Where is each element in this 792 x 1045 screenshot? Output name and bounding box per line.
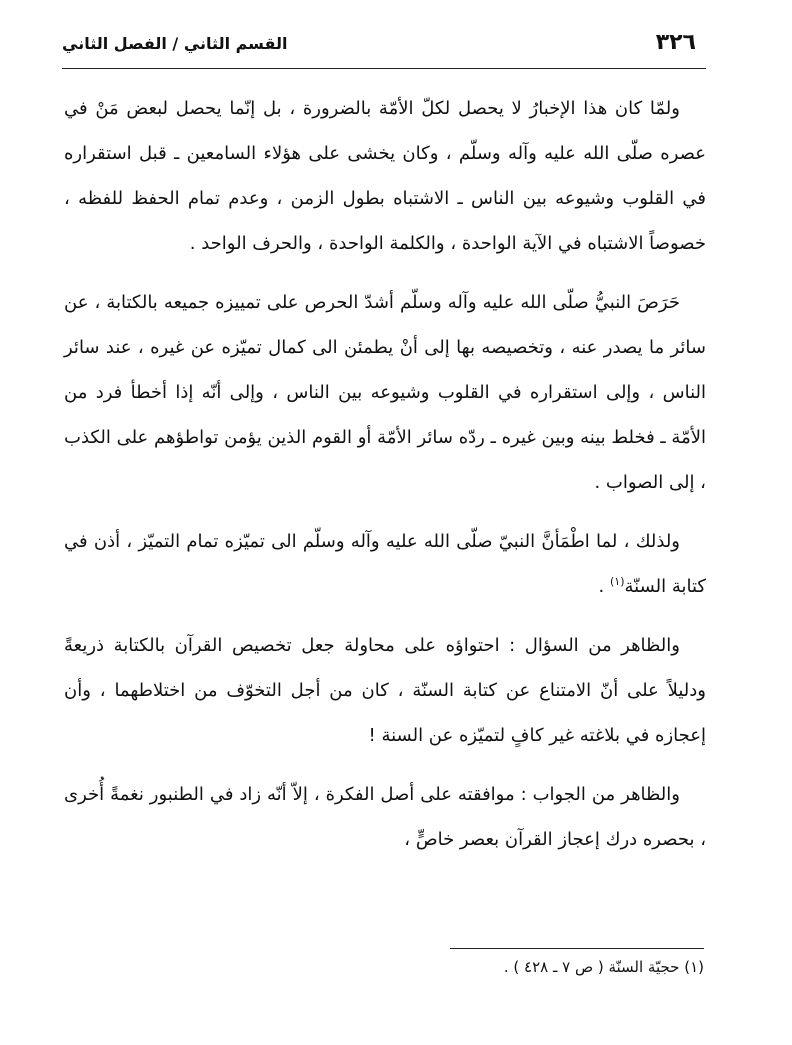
paragraph-4: والظاهر من السؤال : احتواؤه على محاولة جعل تخصيص القرآن بالكتابة ذريعةً ودليلاً على أنّ الامتناع عن كتابة السنّة ، كان من أجل التخوّف من اختلاطهما ، وأن إعجازه في بلاغته غير كافٍ لتميّزه عن السنة ! bbox=[64, 635, 706, 746]
paragraph-3 bbox=[64, 519, 706, 609]
running-head: القسم الثاني / الفصل الثاني bbox=[62, 34, 288, 53]
page-number: ٣٢٦ bbox=[655, 30, 696, 55]
page-header bbox=[62, 26, 702, 64]
paragraph-3-text: ولذلك ، لما اطْمَأنَّ النبيّ صلّى الله عليه وآله وسلّم الى تميّزه تمام التميّز ، أذن في كتابة السنّة bbox=[64, 531, 706, 597]
footnote: (١) حجيّة السنّة ( ص ٧ ـ ٤٢٨ ) . bbox=[503, 958, 704, 976]
footnote-marker: (١) bbox=[609, 575, 625, 588]
header-rule bbox=[62, 68, 706, 69]
footnote-rule bbox=[450, 948, 704, 949]
body-text bbox=[64, 86, 706, 876]
paragraph-3-tail: . bbox=[598, 576, 610, 597]
paragraph-5: والظاهر من الجواب : موافقته على أصل الفكرة ، إلاّ أنّه زاد في الطنبور نغمةً أُخرى ، بحصره درك إعجاز القرآن بعصر خاصٍّ ، bbox=[64, 784, 706, 850]
paragraph-1: ولمّا كان هذا الإخبارُ لا يحصل لكلّ الأمّة بالضرورة ، بل إنّما يحصل لبعض مَنْ في عصره صلّى الله عليه وآله وسلّم ، وكان يخشى على هؤلاء السامعين ـ قبل استقراره في القلوب وشيوعه بين الناس ـ الاشتباه بطول الزمن ، وعدم تمام الحفظ للفظه ، خصوصاً الاشتباه في الآية الواحدة ، والكلمة الواحدة ، والحرف الواحد . bbox=[64, 98, 706, 254]
paragraph-2: حَرَصَ النبيُّ صلّى الله عليه وآله وسلّم أشدّ الحرص على تمييزه جميعه بالكتابة ، عن سائر ما يصدر عنه ، وتخصيصه بها إلى أنْ يطمئن الى كمال تميّزه عن غيره ، عند سائر الناس ، وإلى استقراره في القلوب وشيوعه بين الناس ، وإلى أنّه إذا أخطأ فرد من الأمّة ـ فخلط بينه وبين غيره ـ ردّه سائر الأمّة أو القوم الذين يؤمن تواطؤهم على الكذب ، إلى الصواب . bbox=[64, 292, 706, 493]
